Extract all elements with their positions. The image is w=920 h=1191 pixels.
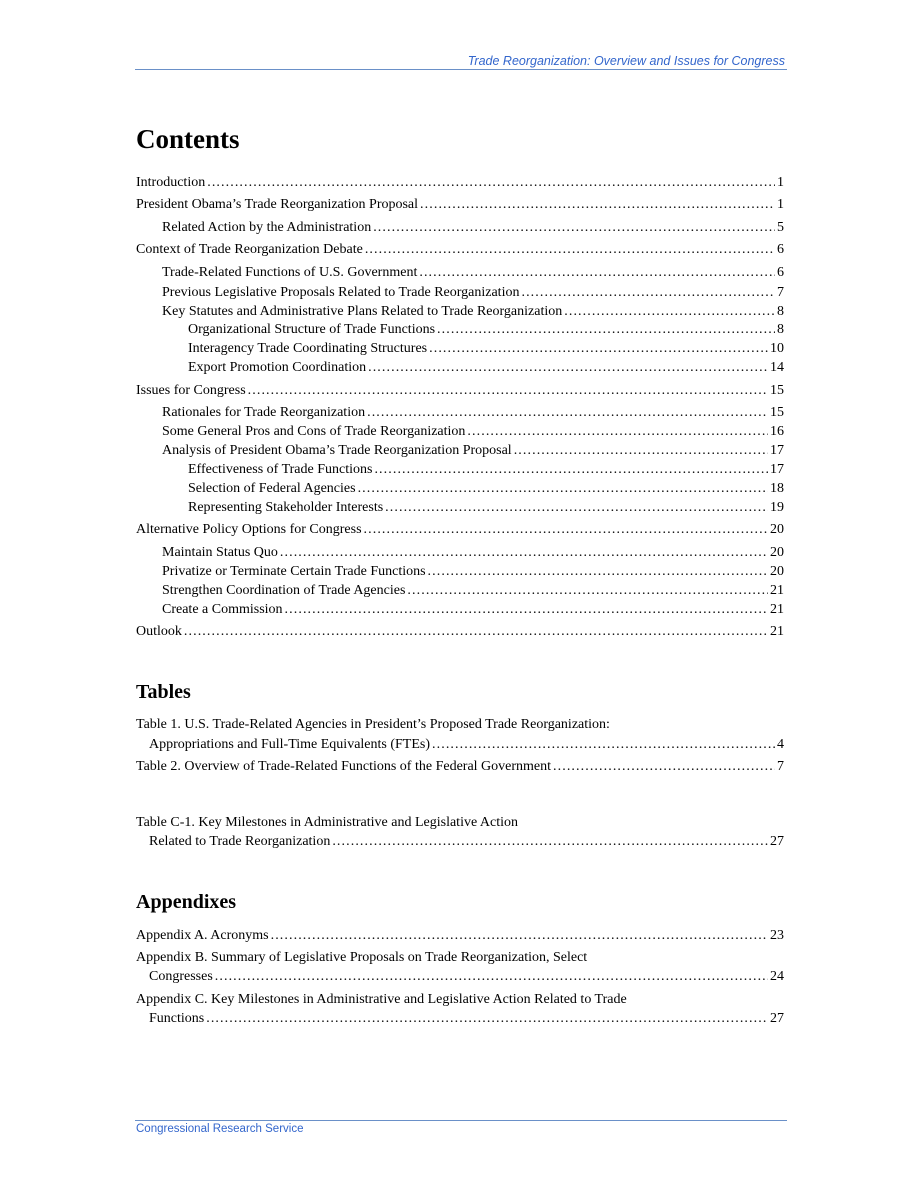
toc-entry[interactable]: Export Promotion Coordination . . . 14 [188,359,784,377]
toc-entry[interactable]: Representing Stakeholder Interests . . . 19 [188,499,784,517]
footer-org: Congressional Research Service [136,1123,304,1135]
toc-entry[interactable]: Key Statutes and Administrative Plans Related to Trade Reorganization . . . 8 [162,303,784,321]
toc-entry[interactable]: Context of Trade Reorganization Debate . . . 6 [136,241,784,259]
toc-entry[interactable]: Create a Commission . . . 21 [162,601,784,619]
toc-entry[interactable]: Some General Pros and Cons of Trade Reorganization . . . 16 [162,423,784,441]
toc-entry[interactable]: Strengthen Coordination of Trade Agencies . . . 21 [162,582,784,600]
toc-entry[interactable]: Selection of Federal Agencies . . . 18 [188,480,784,498]
footer-rule [135,1120,787,1121]
header-rule [135,69,787,70]
toc-entry[interactable]: Rationales for Trade Reorganization . . . 15 [162,404,784,422]
appendix-entry[interactable]: Congresses . . . 24 [149,968,784,986]
toc-entry[interactable]: Outlook . . . 21 [136,623,784,641]
toc-entry[interactable]: Maintain Status Quo . . . 20 [162,544,784,562]
toc-entry[interactable]: Organizational Structure of Trade Functions . . . 8 [188,321,784,339]
toc-entry[interactable]: Analysis of President Obama’s Trade Reorganization Proposal . . . 17 [162,442,784,460]
appendix-entry[interactable]: Appendix A. Acronyms . . . 23 [136,927,784,945]
appendix-entry-line[interactable]: Appendix C. Key Milestones in Administrative and Legislative Action Related to Trade [136,992,627,1007]
running-header: Trade Reorganization: Overview and Issues for Congress [467,54,785,68]
toc-entry[interactable]: President Obama’s Trade Reorganization Proposal . . . 1 [136,196,784,214]
toc-entry[interactable]: Privatize or Terminate Certain Trade Functions . . . 20 [162,563,784,581]
toc-entry[interactable]: Trade-Related Functions of U.S. Government . . . 6 [162,264,784,282]
toc-entry[interactable]: Introduction . . . 1 [136,174,784,192]
appendix-entry-line[interactable]: Appendix B. Summary of Legislative Proposals on Trade Reorganization, Select [136,950,588,965]
appendixes-heading: Appendixes [136,891,237,913]
toc-entry[interactable]: Alternative Policy Options for Congress . . . 20 [136,521,784,539]
toc-entry[interactable]: Previous Legislative Proposals Related to Trade Reorganization . . . 7 [162,284,784,302]
tables-heading: Tables [136,681,191,703]
appendix-entry[interactable]: Functions . . . 27 [149,1010,784,1028]
toc-entry[interactable]: Effectiveness of Trade Functions . . . 17 [188,461,784,479]
toc-entry[interactable]: Issues for Congress . . . 15 [136,382,784,400]
table-entry[interactable]: Related to Trade Reorganization . . . 27 [149,833,784,851]
table-entry-line[interactable]: Table 1. U.S. Trade-Related Agencies in President’s Proposed Trade Reorganization: [136,717,610,732]
contents-heading: Contents [136,124,240,154]
toc-entry[interactable]: Related Action by the Administration . . . 5 [162,219,784,237]
table-entry-line[interactable]: Table C-1. Key Milestones in Administrative and Legislative Action [136,815,519,830]
toc-entry[interactable]: Interagency Trade Coordinating Structures . . . 10 [188,340,784,358]
table-entry[interactable]: Table 2. Overview of Trade-Related Functions of the Federal Government . . . 7 [136,758,784,776]
table-entry[interactable]: Appropriations and Full-Time Equivalents (FTEs) . . . 4 [149,736,784,754]
